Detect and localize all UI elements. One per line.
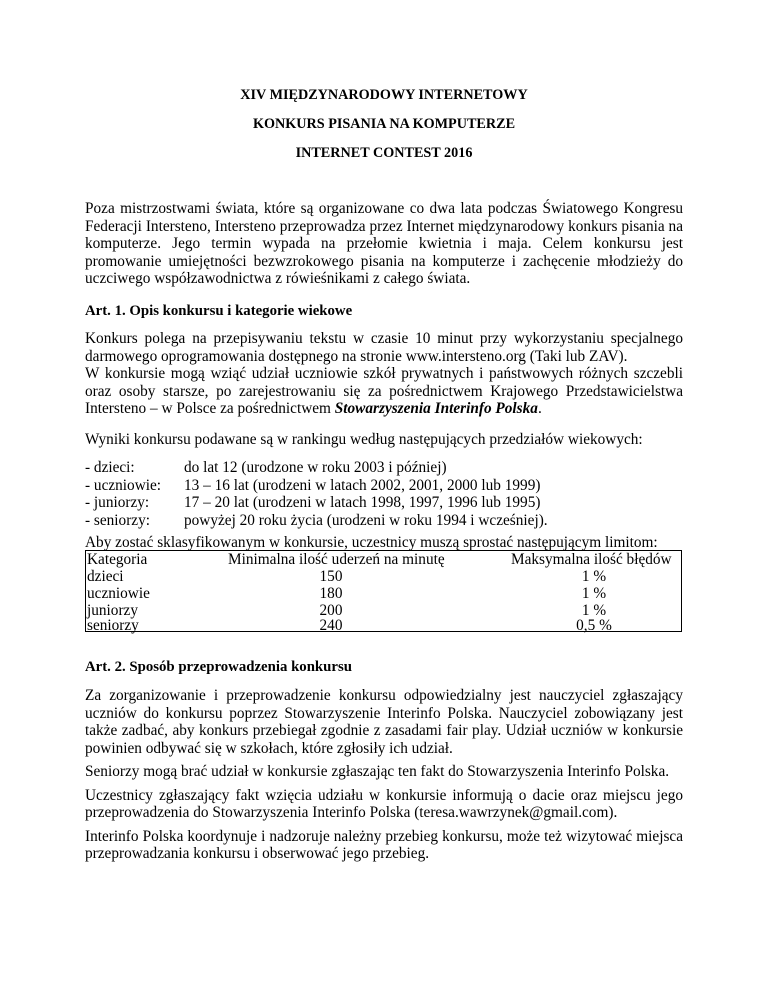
art1-paragraph-1: Konkurs polega na przepisywaniu tekstu w czasie 10 minut przy wykorzystaniu specjalnego darmowego oprogramowania dostępnego na stronie www.intersteno.org (Taki lub ZAV). bbox=[85, 330, 683, 365]
title-line-2: KONKURS PISANIA NA KOMPUTERZE bbox=[252, 116, 516, 132]
art2-paragraph: Za zorganizowanie i przeprowadzenie konkursu odpowiedzialny jest nauczyciel zgłaszający uczniów do konkursu poprzez Stowarzyszenie Interinfo Polska. Nauczyciel zobowiązany jest także zadbać, aby konkurs przebiegał zgodnie z zasadami fair play. Udział uczniów w konkursie powinien odbywać się w szkołach, które zgłosiły ich udział. bbox=[85, 687, 683, 757]
table-cell-min-strokes: 240 bbox=[319, 617, 343, 634]
art2-paragraph: Seniorzy mogą brać udział w konkursie zgłaszając ten fakt do Stowarzyszenia Interinfo Polska. bbox=[85, 763, 670, 780]
age-group-label: - dzieci: bbox=[85, 459, 135, 476]
age-group-item bbox=[85, 512, 683, 530]
age-group-item bbox=[85, 494, 683, 512]
age-group-label: - seniorzy: bbox=[85, 511, 150, 529]
limits-table bbox=[85, 550, 682, 632]
table-cell-max-errors: 1 % bbox=[581, 602, 607, 619]
table-cell-category: uczniowie bbox=[87, 585, 150, 602]
age-group-item bbox=[85, 459, 683, 477]
art2-paragraph: Interinfo Polska koordynuje i nadzoruje należny przebieg konkursu, może też wizytować miejsca przeprowadzania konkursu i obserwować jego przebieg. bbox=[85, 827, 683, 862]
table-cell-min-strokes: 200 bbox=[319, 602, 343, 619]
table-cell-category: juniorzy bbox=[87, 602, 138, 619]
limits-intro: Aby zostać sklasyfikowanym w konkursie, uczestnicy muszą sprostać następującym limitom: bbox=[85, 534, 658, 551]
age-group-desc: powyżej 20 roku życia (urodzeni w roku 1994 i wcześniej). bbox=[184, 511, 548, 529]
table-row bbox=[86, 585, 683, 603]
table-cell-max-errors: 0,5 % bbox=[576, 617, 612, 634]
table-header-row bbox=[86, 551, 683, 569]
age-group-item bbox=[85, 477, 683, 495]
title-line-1: XIV MIĘDZYNARODOWY INTERNETOWY bbox=[240, 87, 528, 103]
title-line-3: INTERNET CONTEST 2016 bbox=[295, 145, 473, 161]
art1-p2-end: . bbox=[537, 400, 542, 417]
intro-paragraph: Poza mistrzostwami świata, które są organizowane co dwa lata podczas Światowego Kongresu Federacji Intersteno, Intersteno przeprowadza przez Internet międzynarodowy konkurs pisania na komputerze. Jego termin wypada na przełomie kwietnia i maja. Celem konkursu jest promowanie umiejętności bezwzrokowego pisania na komputerze i zachęcenie młodzieży do uczciwego współzawodnictwa z rówieśnikami z całego świata. bbox=[85, 200, 683, 287]
age-group-desc: 13 – 16 lat (urodzeni w latach 2002, 2001, 2000 lub 1999) bbox=[184, 476, 541, 494]
age-group-desc: do lat 12 (urodzone w roku 2003 i później) bbox=[184, 459, 447, 476]
organization-name: Stowarzyszenia Interinfo Polska bbox=[334, 400, 538, 417]
table-cell-min-strokes: 150 bbox=[319, 568, 343, 585]
age-group-label: - juniorzy: bbox=[85, 494, 150, 511]
table-cell-max-errors: 1 % bbox=[581, 585, 607, 602]
table-row bbox=[86, 617, 683, 635]
table-cell-category: dzieci bbox=[87, 568, 124, 585]
art1-body bbox=[85, 330, 683, 418]
table-header-min-strokes: Minimalna ilość uderzeń na minutę bbox=[228, 551, 445, 568]
table-cell-min-strokes: 180 bbox=[319, 585, 343, 602]
art2-paragraph: Uczestnicy zgłaszający fakt wzięcia udziału w konkursie informują o dacie oraz miejscu jego przeprowadzenia do Stowarzyszenia Interinfo Polska (teresa.wawrzynek@gmail.com). bbox=[85, 786, 683, 821]
age-group-list bbox=[85, 459, 683, 529]
age-group-label: - uczniowie: bbox=[85, 476, 162, 494]
table-cell-category: seniorzy bbox=[87, 617, 139, 634]
art1-paragraph-2 bbox=[85, 365, 683, 418]
art2-body bbox=[85, 687, 683, 869]
table-row bbox=[86, 568, 683, 586]
table-header-max-errors: Maksymalna ilość błędów bbox=[511, 551, 672, 568]
art2-heading: Art. 2. Sposób przeprowadzenia konkursu bbox=[85, 659, 352, 675]
results-intro: Wyniki konkursu podawane są w rankingu według następujących przedziałów wiekowych: bbox=[85, 431, 643, 448]
art1-heading: Art. 1. Opis konkursu i kategorie wiekowe bbox=[85, 303, 353, 319]
table-cell-max-errors: 1 % bbox=[581, 568, 607, 585]
art1-p2-text: W konkursie mogą wziąć udział uczniowie szkół prywatnych i państwowych różnych szczebli oraz osoby starsze, po zarejestrowaniu się za pośrednictwem Krajowego Przedstawicielstwa Intersteno – w Polsce za pośrednictwem bbox=[85, 365, 683, 417]
table-header-category: Kategoria bbox=[87, 551, 148, 568]
age-group-desc: 17 – 20 lat (urodzeni w latach 1998, 1997, 1996 lub 1995) bbox=[184, 494, 541, 511]
